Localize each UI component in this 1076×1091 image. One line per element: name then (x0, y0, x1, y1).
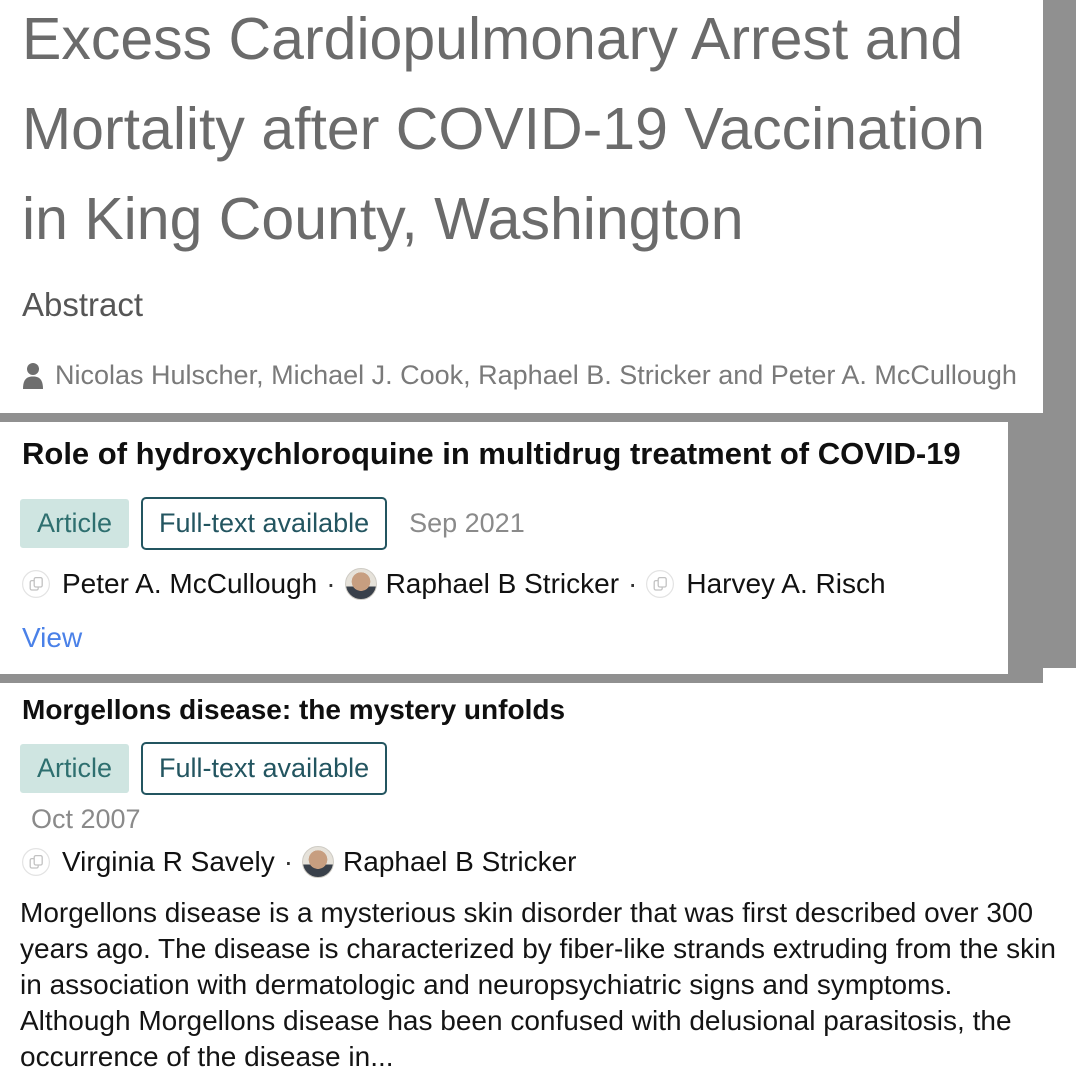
publication-title: Excess Cardiopulmonary Arrest and Mortality after COVID-19 Vaccination in King County, Washington (22, 6, 985, 252)
publication-date: Oct 2007 (31, 804, 141, 834)
author-link-raphael-stricker[interactable]: Raphael B Stricker (343, 846, 577, 877)
publication-authors (22, 358, 1017, 392)
publication-authors-text: Nicolas Hulscher, Michael J. Cook, Raphael B. Stricker and Peter A. McCullough (55, 359, 1017, 390)
author-link-raphael-stricker[interactable]: Raphael B Stricker (385, 568, 620, 599)
person-icon (22, 362, 44, 389)
author-avatar-raphael-stricker[interactable] (345, 568, 377, 600)
abstract-line: years ago. The disease is characterized by fiber-like strands extruding from the skin (20, 933, 1056, 964)
abstract-line: Morgellons disease is a mysterious skin disorder that was first described over 300 (20, 897, 1034, 928)
author-separator: · (628, 568, 638, 599)
author-separator: · (326, 568, 336, 599)
publication-popup-card (0, 422, 1008, 674)
publication-pages-icon (22, 570, 50, 598)
fulltext-available-badge: Full-text available (141, 742, 387, 795)
publication-date: Sep 2021 (409, 508, 525, 538)
related-publication-panel (0, 683, 1076, 1091)
author-avatar-raphael-stricker[interactable] (302, 846, 334, 878)
popup-publication-title[interactable]: Role of hydroxychloroquine in multidrug treatment of COVID-19 (22, 436, 961, 471)
article-type-badge: Article (20, 499, 129, 548)
article-type-badge: Article (20, 744, 129, 793)
view-link[interactable]: View (22, 622, 83, 653)
author-link-virginia-savely[interactable]: Virginia R Savely (62, 846, 275, 877)
publication-pages-icon (646, 570, 674, 598)
abstract-line: occurrence of the disease in... (20, 1041, 394, 1072)
fulltext-available-badge: Full-text available (141, 497, 387, 550)
result-abstract-text (20, 895, 1056, 1075)
publication-header-panel (0, 0, 1043, 413)
abstract-heading: Abstract (22, 286, 144, 323)
author-link-peter-mccullough[interactable]: Peter A. McCullough (62, 568, 318, 599)
abstract-line: Although Morgellons disease has been confused with delusional parasitosis, the (20, 1005, 1012, 1036)
author-link-harvey-risch[interactable]: Harvey A. Risch (686, 568, 886, 599)
result-publication-title[interactable]: Morgellons disease: the mystery unfolds (22, 694, 566, 725)
publication-pages-icon (22, 848, 50, 876)
abstract-line: in association with dermatologic and neuropsychiatric signs and symptoms. (20, 969, 953, 1000)
popup-authors-row (22, 566, 886, 602)
popup-badges-row (20, 497, 525, 550)
result-badges-row (20, 742, 387, 795)
result-authors-row (22, 844, 576, 880)
author-separator: · (283, 846, 294, 877)
